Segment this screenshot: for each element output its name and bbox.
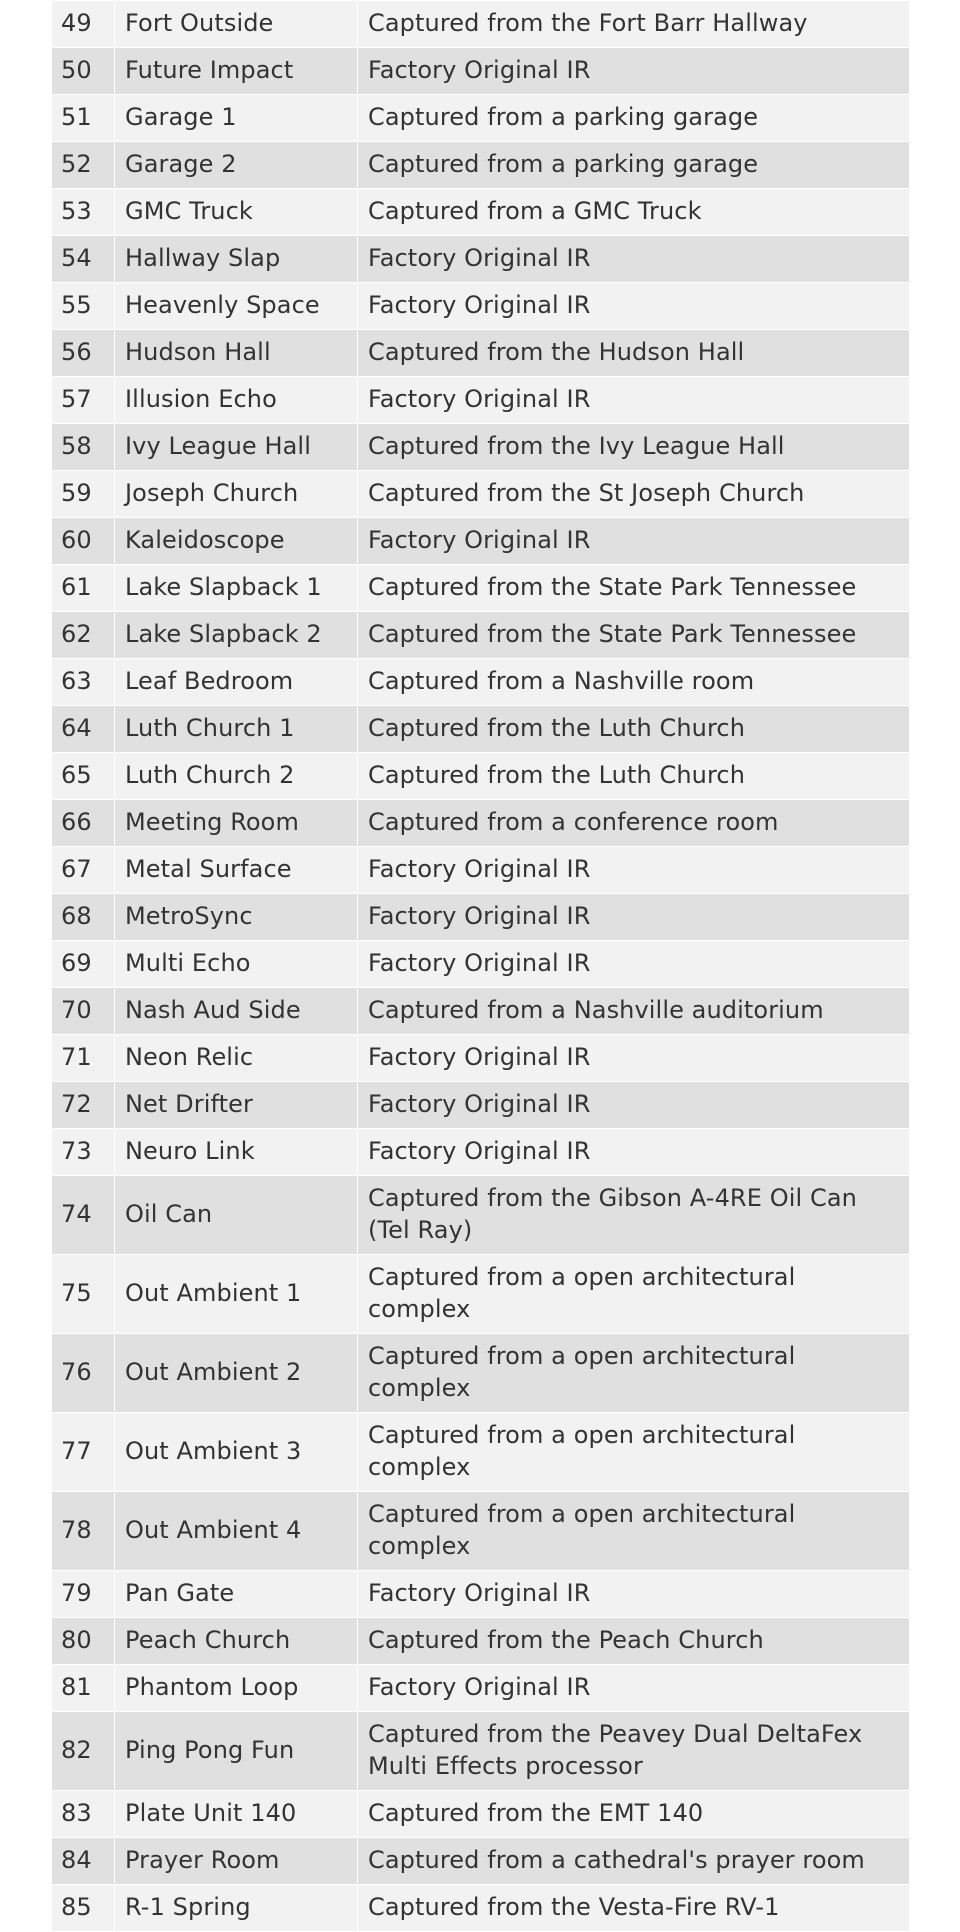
table-row: [52, 283, 910, 330]
table-row: [52, 1035, 910, 1082]
table-row: [52, 800, 910, 847]
table-row: [52, 1791, 910, 1838]
table-row: [52, 565, 910, 612]
ir-description-cell: Captured from the State Park Tennessee: [358, 565, 910, 612]
ir-name-cell: Net Drifter: [115, 1082, 358, 1129]
ir-description-cell: Factory Original IR: [358, 1035, 910, 1082]
ir-description-cell: Captured from a cathedral's prayer room: [358, 1838, 910, 1885]
table-row: [52, 612, 910, 659]
row-number-cell: 68: [52, 894, 115, 941]
ir-name-cell: Heavenly Space: [115, 283, 358, 330]
table-row: [52, 1571, 910, 1618]
ir-description-cell: Captured from a open architectural complex: [358, 1334, 910, 1413]
row-number-cell: 56: [52, 330, 115, 377]
ir-name-cell: Pan Gate: [115, 1571, 358, 1618]
ir-description-cell: Captured from a parking garage: [358, 142, 910, 189]
row-number-cell: 51: [52, 95, 115, 142]
ir-name-cell: Out Ambient 1: [115, 1255, 358, 1334]
ir-description-cell: Factory Original IR: [358, 941, 910, 988]
ir-description-cell: Factory Original IR: [358, 236, 910, 283]
ir-description-cell: Factory Original IR: [358, 518, 910, 565]
ir-description-cell: Captured from the St Joseph Church: [358, 471, 910, 518]
ir-name-cell: Luth Church 2: [115, 753, 358, 800]
table-row: [52, 847, 910, 894]
ir-name-cell: Lake Slapback 2: [115, 612, 358, 659]
ir-description-cell: Captured from the Vesta-Fire RV-1: [358, 1885, 910, 1932]
ir-name-cell: Ping Pong Fun: [115, 1712, 358, 1791]
ir-description-cell: Factory Original IR: [358, 377, 910, 424]
ir-name-cell: Fort Outside: [115, 1, 358, 48]
row-number-cell: 77: [52, 1413, 115, 1492]
table-row: [52, 753, 910, 800]
table-body: [52, 1, 910, 1932]
ir-name-cell: GMC Truck: [115, 189, 358, 236]
row-number-cell: 84: [52, 1838, 115, 1885]
row-number-cell: 55: [52, 283, 115, 330]
table-row: [52, 471, 910, 518]
ir-name-cell: Hallway Slap: [115, 236, 358, 283]
table-row: [52, 1255, 910, 1334]
table-row: [52, 894, 910, 941]
table-row: [52, 1665, 910, 1712]
table-row: [52, 236, 910, 283]
table-row: [52, 1082, 910, 1129]
row-number-cell: 58: [52, 424, 115, 471]
row-number-cell: 60: [52, 518, 115, 565]
ir-name-cell: MetroSync: [115, 894, 358, 941]
ir-name-cell: Peach Church: [115, 1618, 358, 1665]
ir-name-cell: Garage 2: [115, 142, 358, 189]
table-row: [52, 1176, 910, 1255]
ir-name-cell: Future Impact: [115, 48, 358, 95]
row-number-cell: 52: [52, 142, 115, 189]
ir-description-cell: Captured from the Hudson Hall: [358, 330, 910, 377]
row-number-cell: 62: [52, 612, 115, 659]
ir-description-cell: Captured from a open architectural complex: [358, 1492, 910, 1571]
table-row: [52, 941, 910, 988]
ir-name-cell: Leaf Bedroom: [115, 659, 358, 706]
table-row: [52, 1, 910, 48]
ir-name-cell: Lake Slapback 1: [115, 565, 358, 612]
row-number-cell: 63: [52, 659, 115, 706]
row-number-cell: 76: [52, 1334, 115, 1413]
ir-description-cell: Factory Original IR: [358, 1665, 910, 1712]
ir-name-cell: Hudson Hall: [115, 330, 358, 377]
ir-description-cell: Captured from a parking garage: [358, 95, 910, 142]
ir-description-cell: Captured from the Fort Barr Hallway: [358, 1, 910, 48]
ir-description-cell: Captured from the Peach Church: [358, 1618, 910, 1665]
table-row: [52, 1492, 910, 1571]
table-row: [52, 189, 910, 236]
ir-name-cell: Ivy League Hall: [115, 424, 358, 471]
ir-description-cell: Captured from the State Park Tennessee: [358, 612, 910, 659]
ir-description-cell: Factory Original IR: [358, 847, 910, 894]
table-row: [52, 988, 910, 1035]
row-number-cell: 85: [52, 1885, 115, 1932]
row-number-cell: 61: [52, 565, 115, 612]
table-row: [52, 659, 910, 706]
ir-description-cell: Captured from a open architectural complex: [358, 1413, 910, 1492]
row-number-cell: 83: [52, 1791, 115, 1838]
table-row: [52, 1413, 910, 1492]
row-number-cell: 70: [52, 988, 115, 1035]
ir-name-cell: Out Ambient 2: [115, 1334, 358, 1413]
table-row: [52, 142, 910, 189]
ir-list-table: [51, 0, 910, 1932]
row-number-cell: 72: [52, 1082, 115, 1129]
table-row: [52, 48, 910, 95]
row-number-cell: 49: [52, 1, 115, 48]
table-row: [52, 518, 910, 565]
ir-name-cell: Out Ambient 4: [115, 1492, 358, 1571]
ir-name-cell: Prayer Room: [115, 1838, 358, 1885]
ir-name-cell: Luth Church 1: [115, 706, 358, 753]
ir-name-cell: Joseph Church: [115, 471, 358, 518]
row-number-cell: 81: [52, 1665, 115, 1712]
row-number-cell: 73: [52, 1129, 115, 1176]
ir-description-cell: Factory Original IR: [358, 283, 910, 330]
row-number-cell: 57: [52, 377, 115, 424]
ir-description-cell: Captured from the Gibson A-4RE Oil Can (Tel Ray): [358, 1176, 910, 1255]
table-row: [52, 377, 910, 424]
ir-description-cell: Captured from the Ivy League Hall: [358, 424, 910, 471]
table-row: [52, 1334, 910, 1413]
ir-description-cell: Captured from a conference room: [358, 800, 910, 847]
row-number-cell: 79: [52, 1571, 115, 1618]
ir-name-cell: Multi Echo: [115, 941, 358, 988]
row-number-cell: 74: [52, 1176, 115, 1255]
ir-description-cell: Captured from a GMC Truck: [358, 189, 910, 236]
ir-name-cell: Metal Surface: [115, 847, 358, 894]
table-row: [52, 1885, 910, 1932]
row-number-cell: 59: [52, 471, 115, 518]
table-row: [52, 95, 910, 142]
ir-description-cell: Captured from the Peavey Dual DeltaFex Multi Effects processor: [358, 1712, 910, 1791]
ir-name-cell: Meeting Room: [115, 800, 358, 847]
row-number-cell: 65: [52, 753, 115, 800]
table-row: [52, 1838, 910, 1885]
table-row: [52, 706, 910, 753]
row-number-cell: 50: [52, 48, 115, 95]
row-number-cell: 53: [52, 189, 115, 236]
ir-name-cell: Kaleidoscope: [115, 518, 358, 565]
ir-name-cell: Garage 1: [115, 95, 358, 142]
row-number-cell: 67: [52, 847, 115, 894]
row-number-cell: 78: [52, 1492, 115, 1571]
ir-name-cell: Nash Aud Side: [115, 988, 358, 1035]
ir-name-cell: Plate Unit 140: [115, 1791, 358, 1838]
table-row: [52, 1618, 910, 1665]
ir-name-cell: Out Ambient 3: [115, 1413, 358, 1492]
table-row: [52, 1712, 910, 1791]
table-row: [52, 1129, 910, 1176]
ir-description-cell: Captured from a open architectural complex: [358, 1255, 910, 1334]
row-number-cell: 64: [52, 706, 115, 753]
ir-description-cell: Captured from the Luth Church: [358, 753, 910, 800]
ir-description-cell: Factory Original IR: [358, 1082, 910, 1129]
ir-description-cell: Captured from a Nashville room: [358, 659, 910, 706]
ir-description-cell: Captured from the EMT 140: [358, 1791, 910, 1838]
row-number-cell: 54: [52, 236, 115, 283]
ir-name-cell: Phantom Loop: [115, 1665, 358, 1712]
ir-description-cell: Factory Original IR: [358, 1571, 910, 1618]
ir-description-cell: Factory Original IR: [358, 48, 910, 95]
row-number-cell: 71: [52, 1035, 115, 1082]
row-number-cell: 75: [52, 1255, 115, 1334]
ir-description-cell: Factory Original IR: [358, 1129, 910, 1176]
ir-description-cell: Factory Original IR: [358, 894, 910, 941]
row-number-cell: 80: [52, 1618, 115, 1665]
table-row: [52, 424, 910, 471]
ir-name-cell: Neon Relic: [115, 1035, 358, 1082]
row-number-cell: 66: [52, 800, 115, 847]
ir-description-cell: Captured from the Luth Church: [358, 706, 910, 753]
ir-description-cell: Captured from a Nashville auditorium: [358, 988, 910, 1035]
table-row: [52, 330, 910, 377]
ir-list-table-container: [51, 0, 910, 1932]
ir-name-cell: Neuro Link: [115, 1129, 358, 1176]
ir-name-cell: R-1 Spring: [115, 1885, 358, 1932]
ir-name-cell: Oil Can: [115, 1176, 358, 1255]
row-number-cell: 69: [52, 941, 115, 988]
row-number-cell: 82: [52, 1712, 115, 1791]
ir-name-cell: Illusion Echo: [115, 377, 358, 424]
